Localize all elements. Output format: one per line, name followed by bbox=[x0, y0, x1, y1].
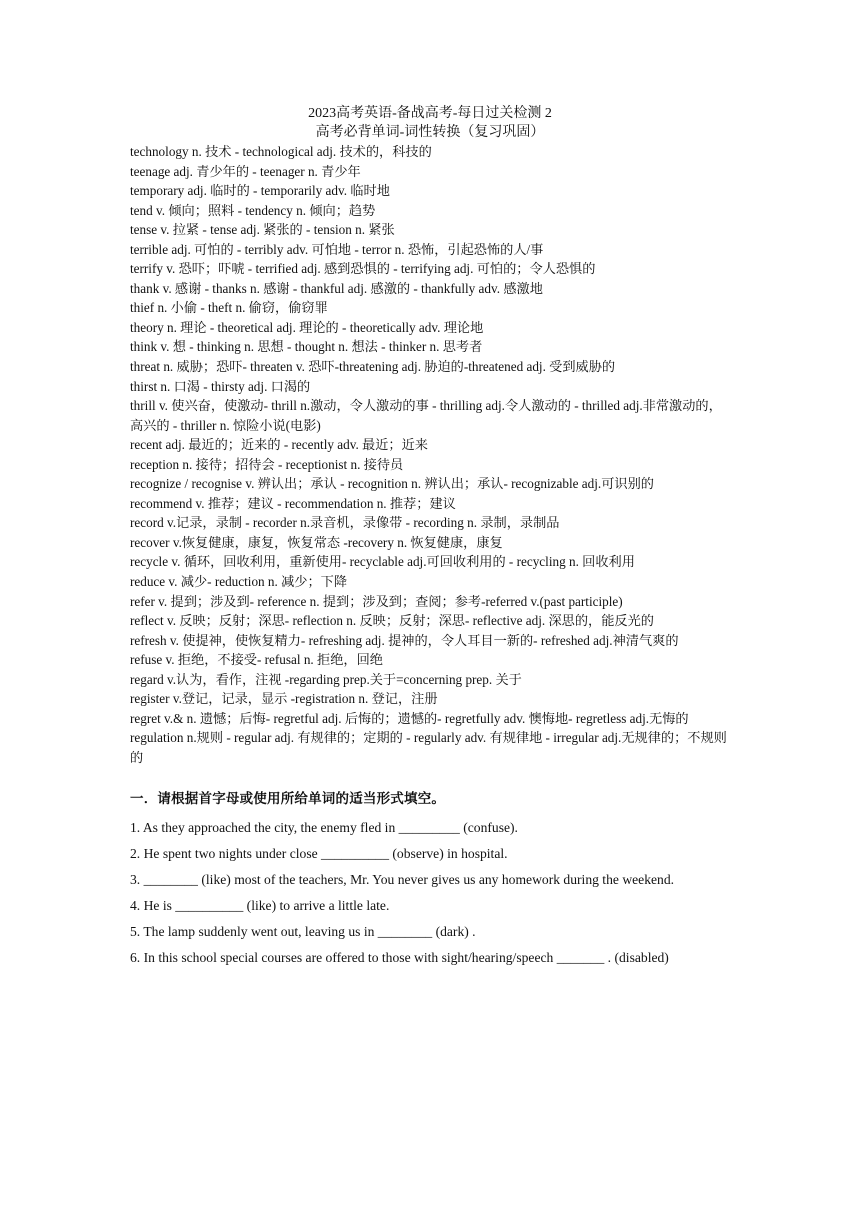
vocab-entry: tense v. 拉紧 - tense adj. 紧张的 - tension n. 紧张 bbox=[130, 222, 395, 238]
vocab-entry: reception n. 接待；招待会 - receptionist n. 接待员 bbox=[130, 456, 404, 472]
vocab-entry: regret v.& n. 遗憾；后悔- regretful adj. 后悔的；遗憾的- regretfully adv. 懊悔地- regretless adj.无悔的 bbox=[130, 710, 689, 726]
vocab-entry: temporary adj. 临时的 - temporarily adv. 临时地 bbox=[130, 183, 390, 199]
vocab-entry: theory n. 理论 - theoretical adj. 理论的 - theoretically adv. 理论地 bbox=[130, 319, 484, 335]
vocab-entry: record v.记录，录制 - recorder n.录音机，录像带 - recording n. 录制，录制品 bbox=[130, 515, 560, 531]
vocab-entry: recycle v. 循环，回收利用，重新使用- recyclable adj.可回收利用的 - recycling n. 回收利用 bbox=[130, 554, 635, 570]
document-title: 2023高考英语-备战高考-每日过关检测 2 bbox=[308, 106, 552, 121]
question-item: 4. He is __________ (like) to arrive a little late. bbox=[130, 897, 390, 913]
vocab-entry: recent adj. 最近的；近来的 - recently adv. 最近；近来 bbox=[130, 437, 428, 453]
vocab-entry: reduce v. 减少- reduction n. 减少；下降 bbox=[130, 574, 348, 590]
vocab-entry: think v. 想 - thinking n. 思想 - thought n. 想法 - thinker n. 思考者 bbox=[130, 339, 483, 355]
vocab-entry: regard v.认为，看作，注视 -regarding prep.关于=concerning prep. 关于 bbox=[130, 671, 522, 687]
question-item: 6. In this school special courses are offered to those with sight/hearing/speech _______ . (disabled) bbox=[130, 949, 669, 965]
vocab-entry: tend v. 倾向；照料 - tendency n. 倾向；趋势 bbox=[130, 202, 376, 218]
vocab-entry: threat n. 威胁；恐吓- threaten v. 恐吓-threatening adj. 胁迫的-threatened adj. 受到威胁的 bbox=[130, 359, 616, 375]
vocab-entry: refresh v. 使提神，使恢复精力- refreshing adj. 提神的，令人耳目一新的- refreshed adj.神清气爽的 bbox=[130, 632, 679, 648]
vocab-entry: reflect v. 反映；反射；深思- reflection n. 反映；反射；深思- reflective adj. 深思的，能反光的 bbox=[130, 613, 654, 629]
vocab-entry: teenage adj. 青少年的 - teenager n. 青少年 bbox=[130, 163, 361, 179]
exercise-questions bbox=[130, 815, 730, 971]
vocab-entry: register v.登记，记录，显示 -registration n. 登记，注册 bbox=[130, 691, 438, 707]
vocab-entry: regulation n.规则 - regular adj. 有规律的；定期的 - regularly adv. 有规律地 - irregular adj.无规律的；不规则的 bbox=[130, 730, 727, 765]
vocab-entry: terrify v. 恐吓；吓唬 - terrified adj. 感到恐惧的 - terrifying adj. 可怕的；令人恐惧的 bbox=[130, 261, 596, 277]
vocab-entry: recommend v. 推荐；建议 - recommendation n. 推荐；建议 bbox=[130, 495, 456, 511]
vocab-entry: refer v. 提到；涉及到- reference n. 提到；涉及到；查阅；参考-referred v.(past participle) bbox=[130, 593, 623, 609]
question-item: 3. ________ (like) most of the teachers, Mr. You never gives us any homework during the weekend. bbox=[130, 871, 675, 887]
question-item: 2. He spent two nights under close __________ (observe) in hospital. bbox=[130, 845, 508, 861]
question-item: 1. As they approached the city, the enemy fled in _________ (confuse). bbox=[130, 819, 518, 835]
vocab-entry: recover v.恢复健康，康复，恢复常态 -recovery n. 恢复健康，康复 bbox=[130, 534, 503, 550]
vocab-entry: thirst n. 口渴 - thirsty adj. 口渴的 bbox=[130, 378, 311, 394]
exercise-heading: 一．请根据首字母或使用所给单词的适当形式填空。 bbox=[130, 790, 446, 807]
vocabulary-list bbox=[130, 142, 730, 768]
vocab-entry: technology n. 技术 - technological adj. 技术的，科技的 bbox=[130, 144, 432, 159]
document-page bbox=[130, 104, 730, 971]
vocab-entry: recognize / recognise v. 辨认出；承认 - recognition n. 辨认出；承认- recognizable adj.可识别的 bbox=[130, 476, 654, 492]
vocab-entry: thief n. 小偷 - theft n. 偷窃，偷窃罪 bbox=[130, 300, 328, 316]
vocab-entry: thank v. 感谢 - thanks n. 感谢 - thankful adj. 感激的 - thankfully adv. 感激地 bbox=[130, 280, 543, 296]
vocab-entry: thrill v. 使兴奋，使激动- thrill n.激动，令人激动的事 - thrilling adj.令人激动的 - thrilled adj.非常激动的，高兴的 - thriller n. 惊险小说(电影) bbox=[130, 398, 722, 433]
document-subtitle: 高考必背单词-词性转换（复习巩固） bbox=[315, 125, 545, 140]
vocab-entry: terrible adj. 可怕的 - terribly adv. 可怕地 - terror n. 恐怖，引起恐怖的人/事 bbox=[130, 241, 544, 257]
question-item: 5. The lamp suddenly went out, leaving us in ________ (dark) . bbox=[130, 923, 476, 939]
vocab-entry: refuse v. 拒绝，不接受- refusal n. 拒绝，回绝 bbox=[130, 652, 383, 668]
